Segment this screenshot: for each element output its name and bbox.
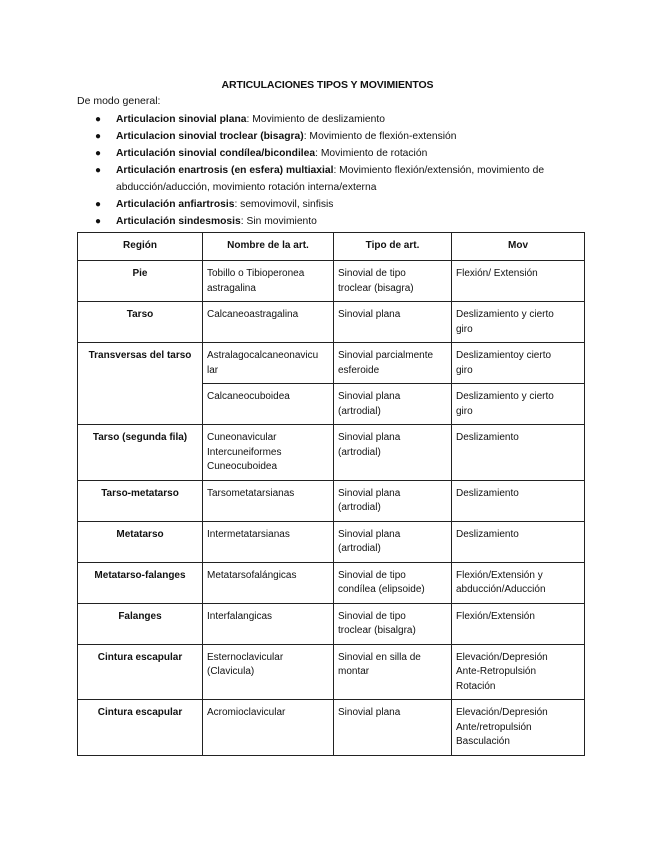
joint-description: : semovimovil, sinfisis: [234, 199, 334, 210]
region-cell: Metatarso: [78, 521, 203, 562]
region-cell: Pie: [78, 261, 203, 302]
joint-type-cell: [334, 425, 452, 481]
table-row: [78, 603, 585, 644]
joint-description: : Movimiento flexión/extensión, movimiento de abducción/aducción, movimiento rotación interna/externa: [116, 165, 545, 193]
bullet-icon: ●: [95, 216, 102, 227]
movement-cell-line: giro: [456, 323, 473, 335]
movement-cell: [452, 480, 585, 521]
list-item: [95, 128, 580, 145]
joint-name-cell-line: Tarsometatarsianas: [207, 487, 295, 499]
region-cell: Cintura escapular: [78, 644, 203, 700]
joint-name-cell-line: Tobillo o Tibioperonea: [207, 268, 305, 279]
movement-cell: [452, 384, 585, 425]
joint-type-cell-line: Sinovial parcialmente: [338, 350, 434, 361]
region-cell: Tarso (segunda fila): [78, 425, 203, 481]
joint-type-cell-line: Sinovial plana: [338, 309, 401, 320]
movement-cell: [452, 521, 585, 562]
joint-name-cell-line: Metatarsofalángicas: [207, 569, 297, 581]
table-header-row: [78, 233, 585, 261]
intro-text: De modo general:: [77, 95, 161, 107]
joint-type-cell: [334, 343, 452, 384]
joint-type-cell-line: Sinovial en silla de: [338, 651, 421, 663]
joint-name-cell: [203, 521, 334, 562]
joint-type-cell-line: Sinovial plana: [338, 487, 401, 499]
joint-type-cell: [334, 480, 452, 521]
movement-cell: [452, 343, 585, 384]
list-item: [95, 145, 580, 162]
joint-type-cell: [334, 261, 452, 302]
region-cell: Transversas del tarso: [78, 343, 203, 425]
region-cell: Tarso-metatarso: [78, 480, 203, 521]
movement-cell-line: Elevación/Depresión: [456, 707, 548, 718]
joint-name-cell: [203, 644, 334, 700]
bullet-icon: ●: [95, 199, 102, 210]
joint-name-cell-line: astragalina: [207, 282, 256, 294]
movement-cell: [452, 261, 585, 302]
joint-name-cell-line: lar: [207, 364, 219, 376]
joint-term: Articulación sindesmosis: [116, 216, 241, 227]
list-item: [95, 213, 580, 230]
movement-cell-line: Flexión/Extensión: [456, 610, 535, 622]
bullet-icon: ●: [95, 131, 102, 142]
bullet-icon: ●: [95, 148, 102, 159]
joint-name-cell-line: Calcaneoastragalina: [207, 309, 299, 320]
joint-name-cell: [203, 480, 334, 521]
bullet-icon: ●: [95, 114, 102, 125]
movement-cell-line: Deslizamientoy cierto: [456, 350, 552, 361]
joint-name-cell-line: Acromioclavicular: [207, 707, 286, 718]
joint-type-cell: [334, 562, 452, 603]
joint-type-cell-line: (artrodial): [338, 502, 381, 513]
movement-cell: [452, 700, 585, 756]
joint-type-cell: [334, 302, 452, 343]
table-row: [78, 425, 585, 481]
joint-types-list: [95, 111, 580, 230]
joint-name-cell: [203, 700, 334, 756]
movement-cell-line: Flexión/ Extensión: [456, 268, 538, 279]
joint-type-cell-line: Sinovial plana: [338, 391, 401, 402]
joint-description: : Movimiento de deslizamiento: [246, 114, 385, 125]
table-row: [78, 562, 585, 603]
joint-type-cell-line: Sinovial de tipo: [338, 610, 406, 622]
column-header-region: Región: [78, 233, 203, 261]
movement-cell: [452, 644, 585, 700]
table-body: [78, 261, 585, 756]
joint-term: Articulación sinovial condílea/bicondilea: [116, 148, 316, 159]
joint-name-cell-line: Esternoclavicular: [207, 651, 284, 663]
joint-type-cell: [334, 521, 452, 562]
movement-cell-line: Basculación: [456, 736, 510, 747]
movement-cell-line: Ante-Retropulsión: [456, 666, 537, 677]
joint-name-cell: [203, 343, 334, 384]
joint-description: : Movimiento de rotación: [315, 148, 428, 159]
table-row: [78, 261, 585, 302]
movement-cell-line: Deslizamiento y cierto: [456, 309, 554, 320]
movement-cell-line: abducción/Aducción: [456, 584, 546, 595]
joint-name-cell: [203, 425, 334, 481]
movement-cell-line: Flexión/Extensión y: [456, 569, 543, 581]
joint-type-cell-line: esferoide: [338, 364, 380, 376]
joint-type-cell: [334, 384, 452, 425]
column-header-name: Nombre de la art.: [203, 233, 334, 261]
joint-type-cell-line: (artrodial): [338, 543, 381, 554]
movement-cell-line: Elevación/Depresión: [456, 651, 548, 663]
table-row: [78, 343, 585, 384]
movement-cell: [452, 302, 585, 343]
movement-cell-line: Ante/retropulsión: [456, 721, 532, 733]
joint-type-cell-line: troclear (bisagra): [338, 282, 414, 294]
joint-description: : Movimiento de flexión-extensión: [303, 131, 457, 142]
joint-name-cell-line: Cuneonavicular: [207, 432, 277, 443]
joint-name-cell-line: Cuneocuboidea: [207, 461, 278, 472]
movement-cell: [452, 562, 585, 603]
joint-type-cell-line: Sinovial de tipo: [338, 268, 406, 279]
movement-cell: [452, 603, 585, 644]
joint-term: Articulacion sinovial troclear (bisagra): [116, 131, 304, 142]
joint-name-cell: [203, 603, 334, 644]
region-cell: Tarso: [78, 302, 203, 343]
movement-cell-line: Rotación: [456, 680, 496, 692]
page-title: ARTICULACIONES TIPOS Y MOVIMIENTOS: [221, 79, 434, 91]
region-cell: Cintura escapular: [78, 700, 203, 756]
column-header-mov: Mov: [452, 233, 585, 261]
joint-type-cell-line: montar: [338, 666, 370, 677]
region-cell: Falanges: [78, 603, 203, 644]
movement-cell-line: Deslizamiento: [456, 528, 519, 540]
joints-table: [77, 232, 585, 756]
list-item: [95, 111, 580, 128]
joint-type-cell-line: condílea (elipsoide): [338, 584, 425, 595]
joint-type-cell: [334, 700, 452, 756]
table-row: [78, 480, 585, 521]
column-header-type: Tipo de art.: [334, 233, 452, 261]
joint-name-cell: [203, 562, 334, 603]
movement-cell-line: Deslizamiento: [456, 487, 519, 499]
joint-name-cell-line: Astralagocalcaneonavicu: [207, 350, 319, 361]
joint-type-cell-line: (artrodial): [338, 446, 381, 458]
table-row: [78, 302, 585, 343]
joint-type-cell: [334, 603, 452, 644]
table-row: [78, 644, 585, 700]
movement-cell-line: Deslizamiento y cierto: [456, 391, 554, 402]
movement-cell-line: giro: [456, 364, 473, 376]
joint-term: Articulación anfiartrosis: [116, 199, 235, 210]
joint-name-cell-line: (Clavicula): [207, 666, 255, 677]
table-row: [78, 700, 585, 756]
joint-type-cell-line: Sinovial plana: [338, 528, 401, 540]
joint-name-cell-line: Intercuneiformes: [207, 446, 282, 458]
movement-cell: [452, 425, 585, 481]
movement-cell-line: Deslizamiento: [456, 432, 519, 443]
joint-name-cell-line: Calcaneocuboidea: [207, 391, 290, 402]
movement-cell-line: giro: [456, 405, 473, 417]
list-item: [95, 162, 580, 196]
joint-name-cell: [203, 261, 334, 302]
joint-name-cell: [203, 384, 334, 425]
joint-type-cell-line: Sinovial plana: [338, 707, 401, 718]
joint-term: Articulación enartrosis (en esfera) multiaxial: [116, 165, 334, 176]
bullet-icon: ●: [95, 165, 102, 176]
joint-type-cell-line: (artrodial): [338, 405, 381, 417]
joint-type-cell-line: Sinovial plana: [338, 432, 401, 443]
list-item: [95, 196, 580, 213]
joint-type-cell: [334, 644, 452, 700]
joint-type-cell-line: Sinovial de tipo: [338, 569, 406, 581]
table-row: [78, 521, 585, 562]
region-cell: Metatarso-falanges: [78, 562, 203, 603]
joint-description: : Sin movimiento: [240, 216, 317, 227]
joint-name-cell-line: Interfalangicas: [207, 610, 273, 622]
joint-name-cell: [203, 302, 334, 343]
joint-term: Articulacion sinovial plana: [116, 114, 247, 125]
joint-name-cell-line: Intermetatarsianas: [207, 528, 290, 540]
joint-type-cell-line: troclear (bisalgra): [338, 625, 416, 636]
